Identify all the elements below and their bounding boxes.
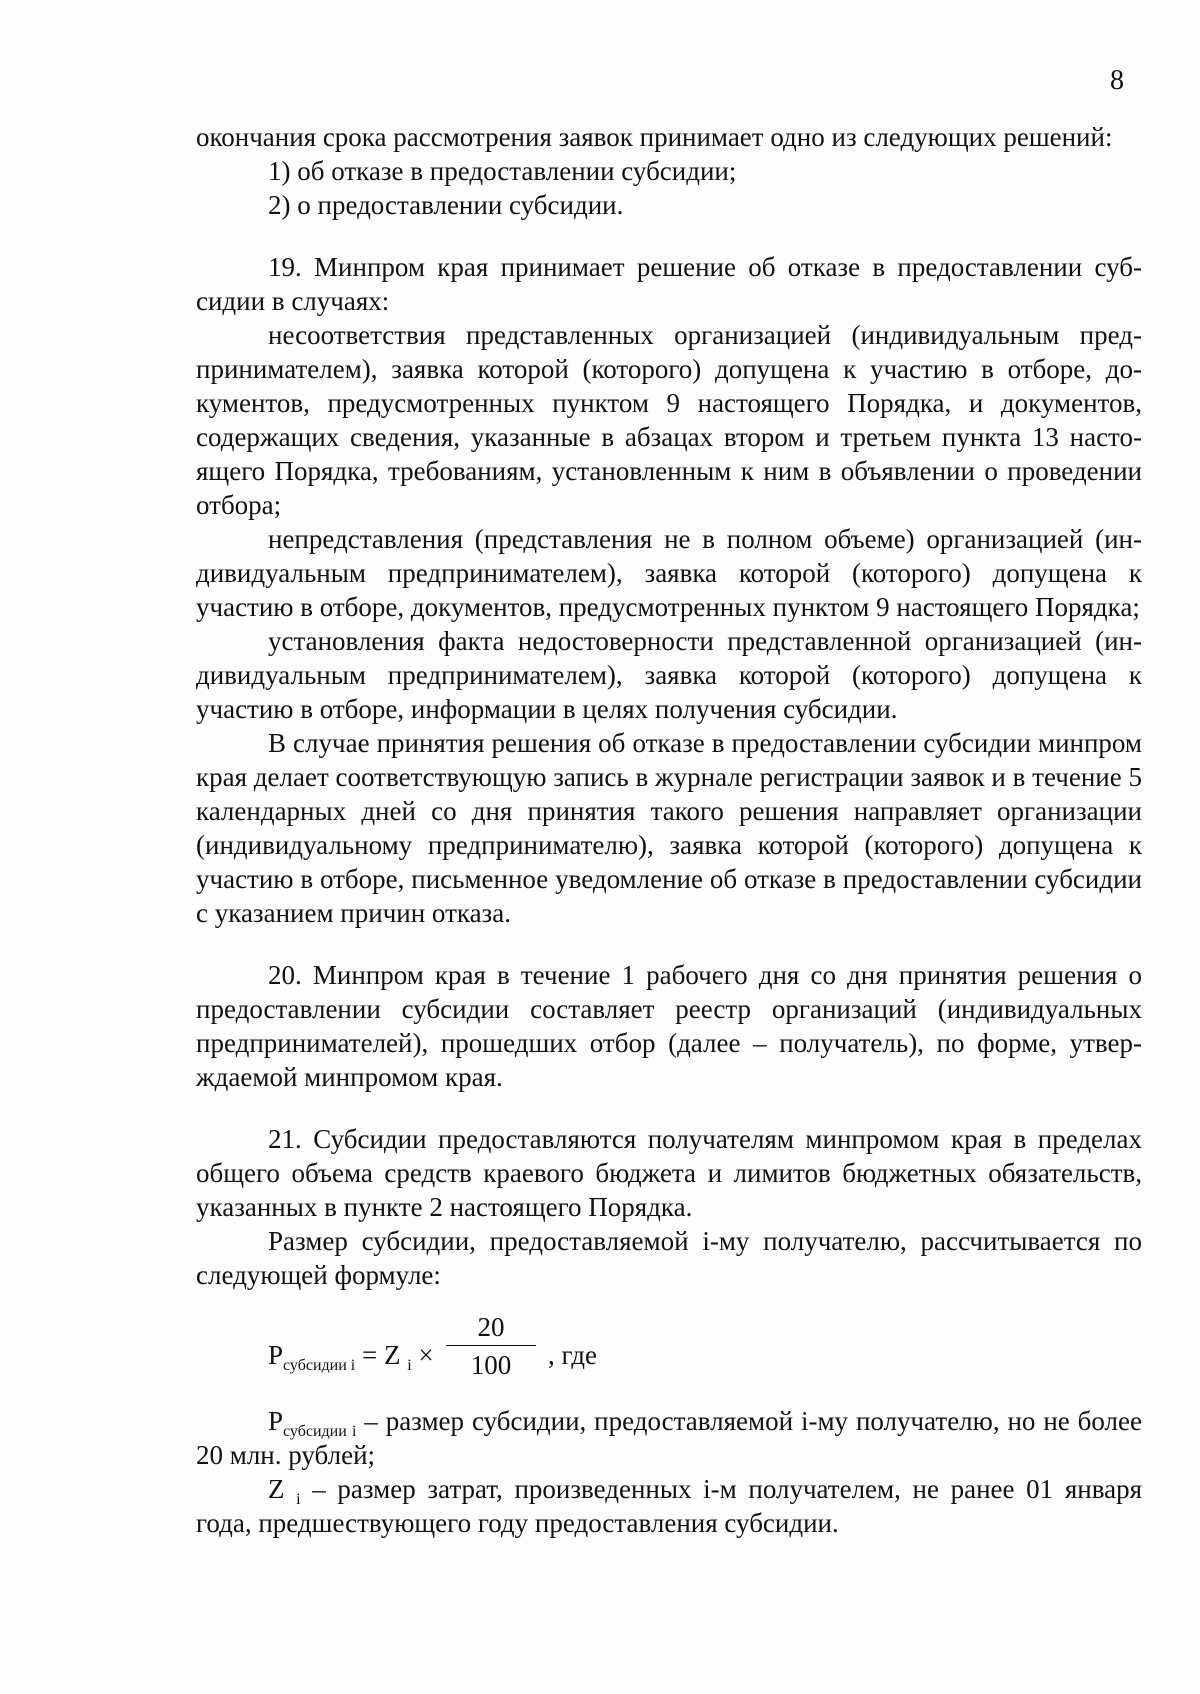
formula-subscript: i	[407, 1357, 412, 1374]
definition-text: – размер затрат, произведенных i-м получателем, не ранее 01 января года, предшествующего году предоставления субсидии.	[196, 1474, 1142, 1538]
paragraph: несоответствия представленных организацией (индивидуальным предпринимателем), заявка которой (которого) допущена к участию в отборе, документов, предусмотренных пунктом 9 настоящего Порядка, и документов, содержащих сведения, указанные в абзацах втором и третьем пункта 13 настоящего Порядка, требованиям, установленным к ним в объявлении о проведении отбора;	[196, 320, 1142, 520]
paragraph: установления факта недостоверности представленной организацией (индивидуальным предпринимателем), заявка которой (которого) допущена к участию в отборе, информации в целях получения субсидии.	[196, 626, 1142, 724]
fraction-bar	[446, 1345, 536, 1346]
definition-subscript: субсидии i	[283, 1423, 357, 1440]
paragraph: Размер субсидии, предоставляемой i-му получателю, рассчитывается по следующей формуле:	[196, 1226, 1142, 1290]
paragraph-21: 21. Субсидии предоставляются получателям минпромом края в пределах общего объема средств краевого бюджета и лимитов бюджетных обязательств, указанных в пункте 2 настоящего Порядка.	[196, 1124, 1142, 1222]
page-number: 8	[1110, 65, 1124, 96]
paragraph: В случае принятия решения об отказе в предоставлении субсидии минпром края делает соответствующую запись в журнале регистрации заявок и в течение 5 календарных дней со дня принятия такого решения направляет организации (индивидуальному предпринимателю), заявка которой (которого) допущена к участию в отборе, письменное уведомление об отказе в предоставлении субсидии с указанием причин отказа.	[196, 728, 1142, 928]
formula-fraction	[446, 1310, 536, 1382]
list-item: 1) об отказе в предоставлении субсидии;	[268, 156, 737, 186]
definition-z	[196, 1472, 1142, 1540]
formula-symbol-z: Z	[383, 1340, 401, 1370]
subsidy-formula	[196, 1310, 1142, 1394]
definition-p	[196, 1404, 1142, 1472]
formula-symbol-p: P	[268, 1340, 284, 1370]
definition-text: – размер субсидии, предоставляемой i-му получателю, но не более 20 млн. рублей;	[196, 1406, 1142, 1470]
paragraph-19: 19. Минпром края принимает решение об отказе в предоставлении субсидии в случаях:	[196, 252, 1142, 316]
formula-subscript: субсидии i	[283, 1357, 356, 1374]
document-body	[196, 120, 1142, 1540]
definition-symbol: Z	[268, 1474, 285, 1504]
paragraph: окончания срока рассмотрения заявок принимает одно из следующих решений:	[196, 122, 1113, 152]
formula-equals: =	[355, 1340, 384, 1370]
paragraph: непредставления (представления не в полном объеме) организацией (индивидуальным предпринимателем), заявка которой (которого) допущена к участию в отборе, документов, предусмотренных пунктом 9 настоящего Порядка;	[196, 524, 1142, 622]
formula-left-side	[268, 1338, 434, 1372]
formula-numerator: 20	[477, 1312, 505, 1342]
definition-subscript: i	[296, 1491, 301, 1508]
formula-times: ×	[411, 1340, 434, 1370]
formula-tail: , где	[548, 1340, 597, 1370]
definition-symbol: P	[268, 1406, 284, 1436]
list-item: 2) о предоставлении субсидии.	[268, 190, 624, 220]
formula-denominator: 100	[470, 1350, 512, 1380]
paragraph-20: 20. Минпром края в течение 1 рабочего дня со дня принятия решения о предоставлении субсидии составляет реестр организаций (индивидуальных предпринимателей), прошедших отбор (далее – получатель), по форме, утверждаемой минпромом края.	[196, 960, 1142, 1092]
